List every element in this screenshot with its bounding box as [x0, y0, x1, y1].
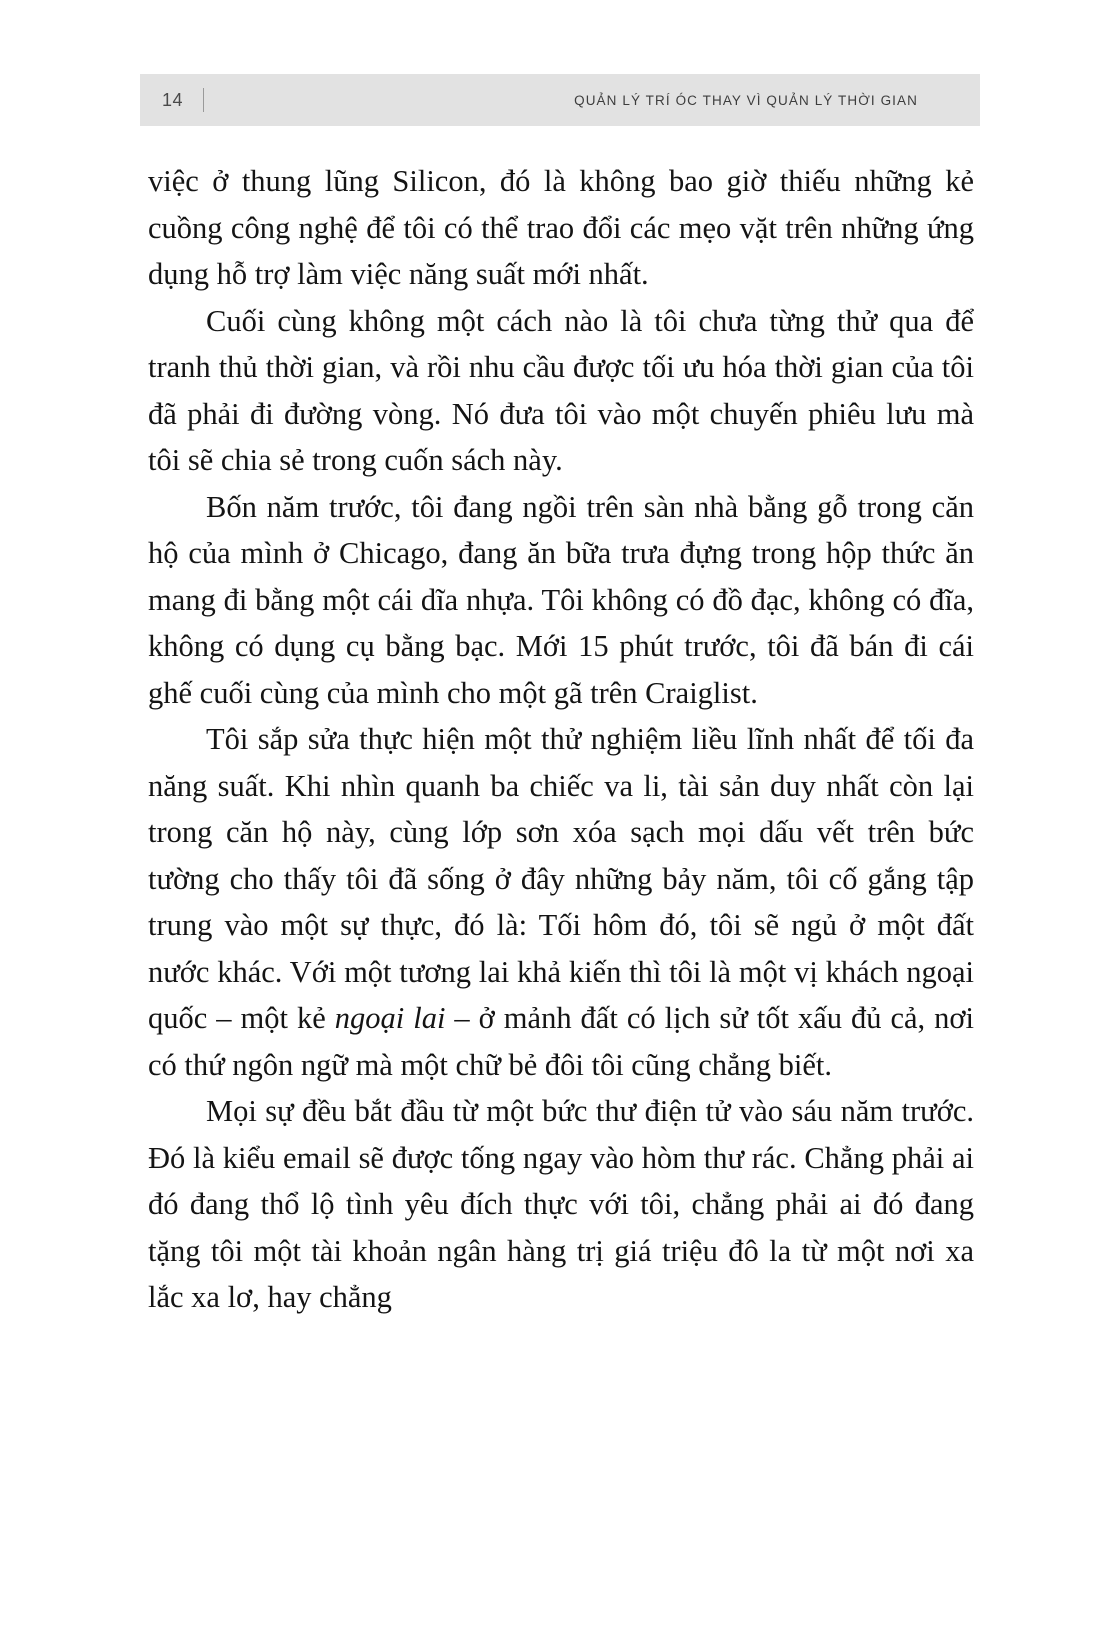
paragraph-1: việc ở thung lũng Silicon, đó là không bao giờ thiếu những kẻ cuồng công nghệ để tôi có thể trao đổi các mẹo vặt trên những ứng dụng hỗ trợ làm việc năng suất mới nhất.: [148, 164, 974, 291]
paragraph-3: Bốn năm trước, tôi đang ngồi trên sàn nhà bằng gỗ trong căn hộ của mình ở Chicago, đang ăn bữa trưa đựng trong hộp thức ăn mang đi bằng một cái dĩa nhựa. Tôi không có đồ đạc, không có đĩa, không có dụng cụ bằng bạc. Mới 15 phút trước, tôi đã bán đi cái ghế cuối cùng của mình cho một gã trên Craiglist.: [148, 489, 974, 710]
paragraph-5: Mọi sự đều bắt đầu từ một bức thư điện tử vào sáu năm trước. Đó là kiểu email sẽ được tống ngay vào hòm thư rác. Chẳng phải ai đó đang thổ lộ tình yêu đích thực với tôi, chẳng phải ai đó đang tặng tôi một tài khoản ngân hàng trị giá triệu đô la từ một nơi xa lắc xa lơ, hay chẳng: [148, 1094, 974, 1314]
paragraph-2: Cuối cùng không một cách nào là tôi chưa từng thử qua để tranh thủ thời gian, và rồi nhu cầu được tối ưu hóa thời gian của tôi đã phải đi đường vòng. Nó đưa tôi vào một chuyến phiêu lưu mà tôi sẽ chia sẻ trong cuốn sách này.: [148, 303, 974, 477]
running-head: [140, 74, 980, 126]
running-title: QUẢN LÝ TRÍ ÓC THAY VÌ QUẢN LÝ THỜI GIAN: [574, 92, 918, 108]
folio-divider: [203, 88, 204, 112]
paragraph-4: [148, 716, 974, 1088]
paragraph-4-tail: – ở mảnh đất có lịch sử tốt xấu đủ cả, nơi có thứ ngôn ngữ mà một chữ bẻ đôi tôi cũng chẳng biết.: [148, 1001, 974, 1082]
paragraph-4-lead: Tôi sắp sửa thực hiện một thử nghiệm liều lĩnh nhất để tối đa năng suất. Khi nhìn quanh ba chiếc va li, tài sản duy nhất còn lại trong căn hộ này, cùng lớp sơn xóa sạch mọi dấu vết trên bức tường cho thấy tôi đã sống ở đây những bảy năm, tôi cố gắng tập trung vào một sự thực, đó là: Tối hôm đó, tôi sẽ ngủ ở một đất nước khác. Với một tương lai khả kiến thì tôi là một vị khách ngoại quốc – một kẻ: [148, 722, 974, 1035]
body-text-column: [148, 158, 974, 1321]
page-number: 14: [162, 89, 184, 110]
paragraph-4-italic: ngoại lai: [334, 1001, 446, 1035]
